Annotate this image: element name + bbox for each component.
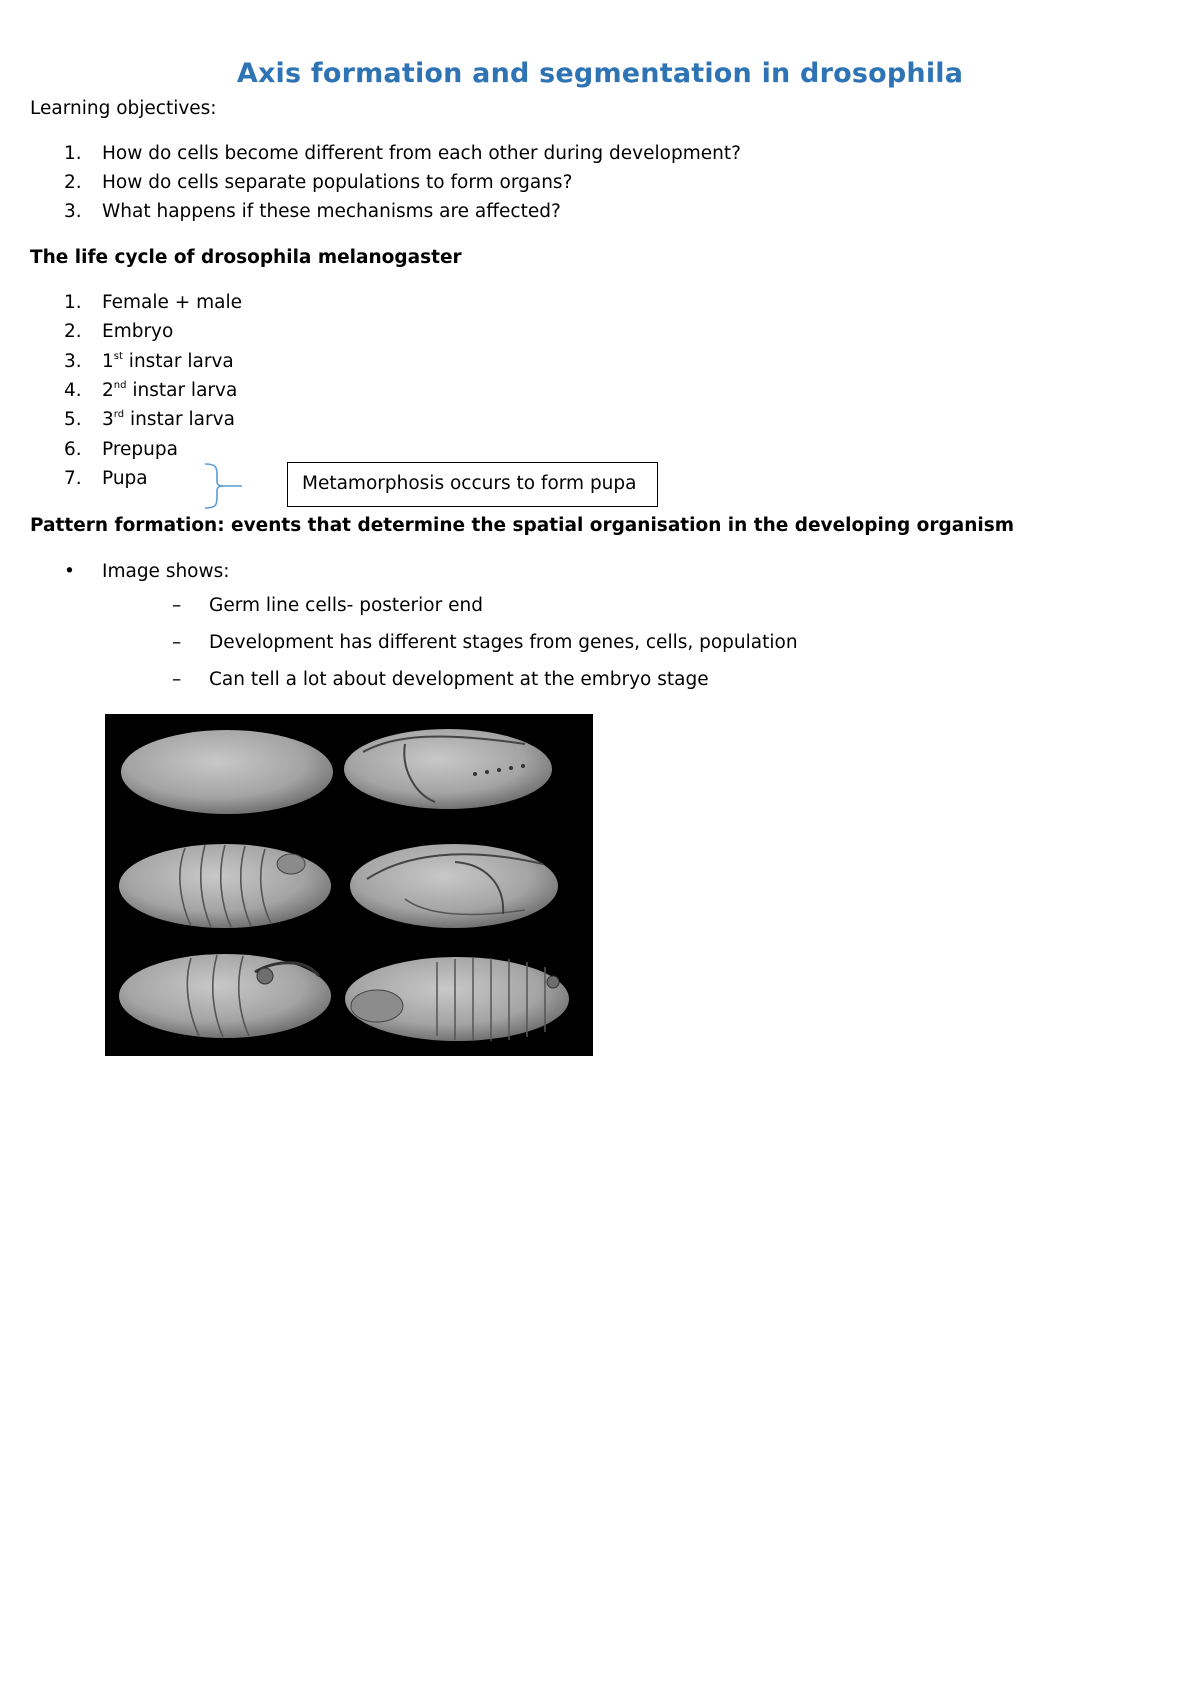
life-cycle-item (64, 321, 173, 342)
embryo-stage-2 (344, 729, 552, 809)
ordinal-suffix: rd (113, 409, 125, 420)
ordinal-suffix: nd (113, 380, 127, 391)
pattern-formation-heading: Pattern formation: events that determine the spatial organisation in the developing organism (30, 515, 1015, 536)
objective-text: How do cells become different from each other during development? (102, 143, 741, 164)
ordinal-suffix: st (113, 351, 123, 362)
item-text: Prepupa (102, 439, 178, 460)
item-text: 2 (102, 380, 114, 401)
item-text: Embryo (102, 321, 174, 342)
sub-bullet-text: Development has different stages from genes, cells, population (209, 632, 798, 653)
item-text: instar larva (126, 380, 238, 401)
life-cycle-heading: The life cycle of drosophila melanogaster (30, 247, 462, 268)
bullet-item (64, 561, 230, 582)
list-number: 7. (64, 468, 82, 489)
item-text: instar larva (122, 351, 234, 372)
sub-bullet-text: Germ line cells- posterior end (209, 595, 483, 616)
life-cycle-item (64, 380, 237, 401)
list-number: 2. (64, 321, 82, 342)
bullet-icon: • (64, 561, 75, 582)
objective-item (64, 201, 561, 222)
list-number: 5. (64, 409, 82, 430)
list-number: 4. (64, 380, 82, 401)
list-number: 1. (64, 143, 82, 164)
list-number: 2. (64, 172, 82, 193)
list-number: 3. (64, 201, 82, 222)
right-brace-icon (200, 461, 245, 511)
metamorphosis-callout: Metamorphosis occurs to form pupa (287, 462, 658, 507)
list-number: 3. (64, 351, 82, 372)
item-text: 3 (102, 409, 114, 430)
sub-bullet-item (172, 595, 483, 616)
objective-item (64, 143, 741, 164)
life-cycle-item (64, 351, 234, 372)
dash-icon: – (172, 669, 182, 690)
bullet-text: Image shows: (102, 561, 230, 582)
objective-text: How do cells separate populations to form organs? (102, 172, 573, 193)
objective-text: What happens if these mechanisms are affected? (102, 201, 561, 222)
embryo-stage-4 (350, 844, 558, 928)
objective-item (64, 172, 572, 193)
item-text: Pupa (102, 468, 148, 489)
embryo-micrograph-image (105, 714, 593, 1056)
sub-bullet-text: Can tell a lot about development at the embryo stage (209, 669, 709, 690)
embryo-stage-6 (345, 957, 569, 1041)
life-cycle-item (64, 409, 235, 430)
life-cycle-item (64, 468, 148, 489)
embryo-stage-3 (119, 844, 331, 928)
item-text: 1 (102, 351, 114, 372)
list-number: 6. (64, 439, 82, 460)
sub-bullet-item (172, 632, 798, 653)
list-number: 1. (64, 292, 82, 313)
sub-bullet-item (172, 669, 709, 690)
embryo-stage-1 (121, 730, 333, 814)
item-text: Female + male (102, 292, 243, 313)
life-cycle-item (64, 292, 242, 313)
page-title: Axis formation and segmentation in drosophila (236, 58, 964, 89)
dash-icon: – (172, 632, 182, 653)
item-text: instar larva (124, 409, 235, 430)
embryo-stage-5 (119, 954, 331, 1038)
learning-objectives-heading: Learning objectives: (30, 98, 217, 119)
life-cycle-item (64, 439, 178, 460)
dash-icon: – (172, 595, 182, 616)
